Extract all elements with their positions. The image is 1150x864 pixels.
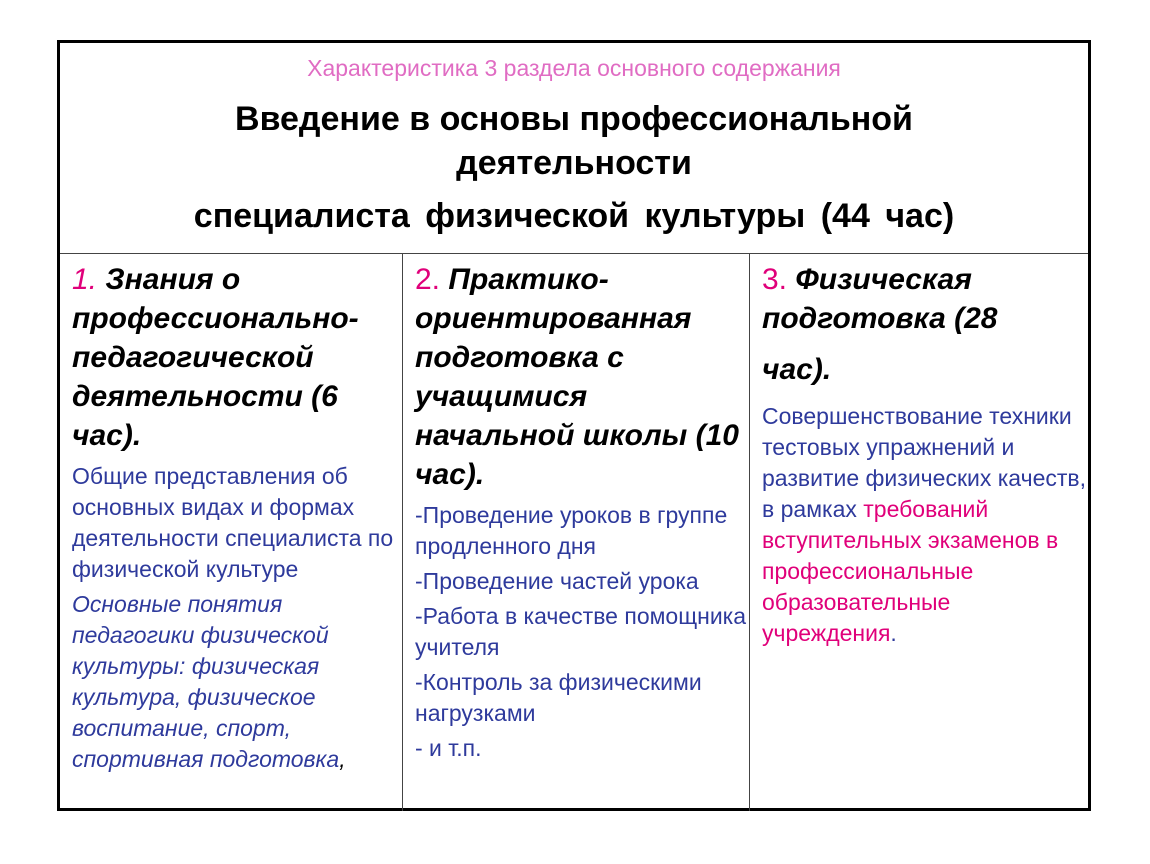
column-practice [403, 254, 750, 811]
column-1-text-2 [72, 589, 402, 775]
list-item: -Проведение уроков в группе продленного дня [415, 502, 728, 559]
column-3-text-highlight: требований вступительных экзаменов в профессиональные образовательные учреждения [762, 496, 1059, 646]
column-1-text-1: Общие представления об основных видах и формах деятельности специалиста по физической культуре [72, 463, 394, 582]
column-3-heading-cont: час). [762, 353, 832, 386]
title-line-1: Введение в основы профессиональной [235, 100, 913, 138]
title-line-2: деятельности [456, 144, 692, 182]
column-3-text-blue: Совершенствование техники тестовых упражнений и развитие физических качеств, в рамках [762, 403, 1087, 522]
column-1-heading [72, 260, 402, 455]
content-table [57, 40, 1091, 811]
column-physical-training [750, 254, 1088, 811]
list-item: -Контроль за физическими нагрузками [415, 669, 702, 726]
column-2-number: 2. [415, 263, 441, 296]
column-knowledge [60, 254, 403, 811]
column-3-text-end: . [890, 620, 897, 646]
title-line-3: специалиста физической культуры (44 час) [193, 197, 955, 235]
list-item: -Проведение частей урока [415, 568, 699, 594]
column-1-text-2-body: Основные понятия педагогики физической культуры: физическая культура, физическое воспитание, спорт, спортивная подготовка [72, 591, 340, 772]
column-1-number: 1. [72, 263, 98, 296]
column-1-text-2-end: , [339, 746, 346, 772]
column-2-heading [415, 260, 749, 494]
table-header [60, 43, 1088, 254]
column-2-heading-text: Практико-ориентированная подготовка с учащимися начальной школы (10 час). [415, 263, 739, 491]
column-3-text [762, 401, 1088, 649]
list-item: - и т.п. [415, 735, 482, 761]
column-3-heading [762, 260, 1088, 338]
column-3-number: 3. [762, 263, 788, 296]
column-3-heading-text: Физическая подготовка (28 [762, 263, 998, 335]
page-title [60, 97, 1088, 185]
column-1-heading-text: Знания о профессионально-педагогической деятельности (6 час). [72, 263, 359, 452]
list-item: -Работа в качестве помощника учителя [415, 603, 747, 660]
section-subtitle: Характеристика 3 раздела основного содержания [307, 55, 841, 81]
